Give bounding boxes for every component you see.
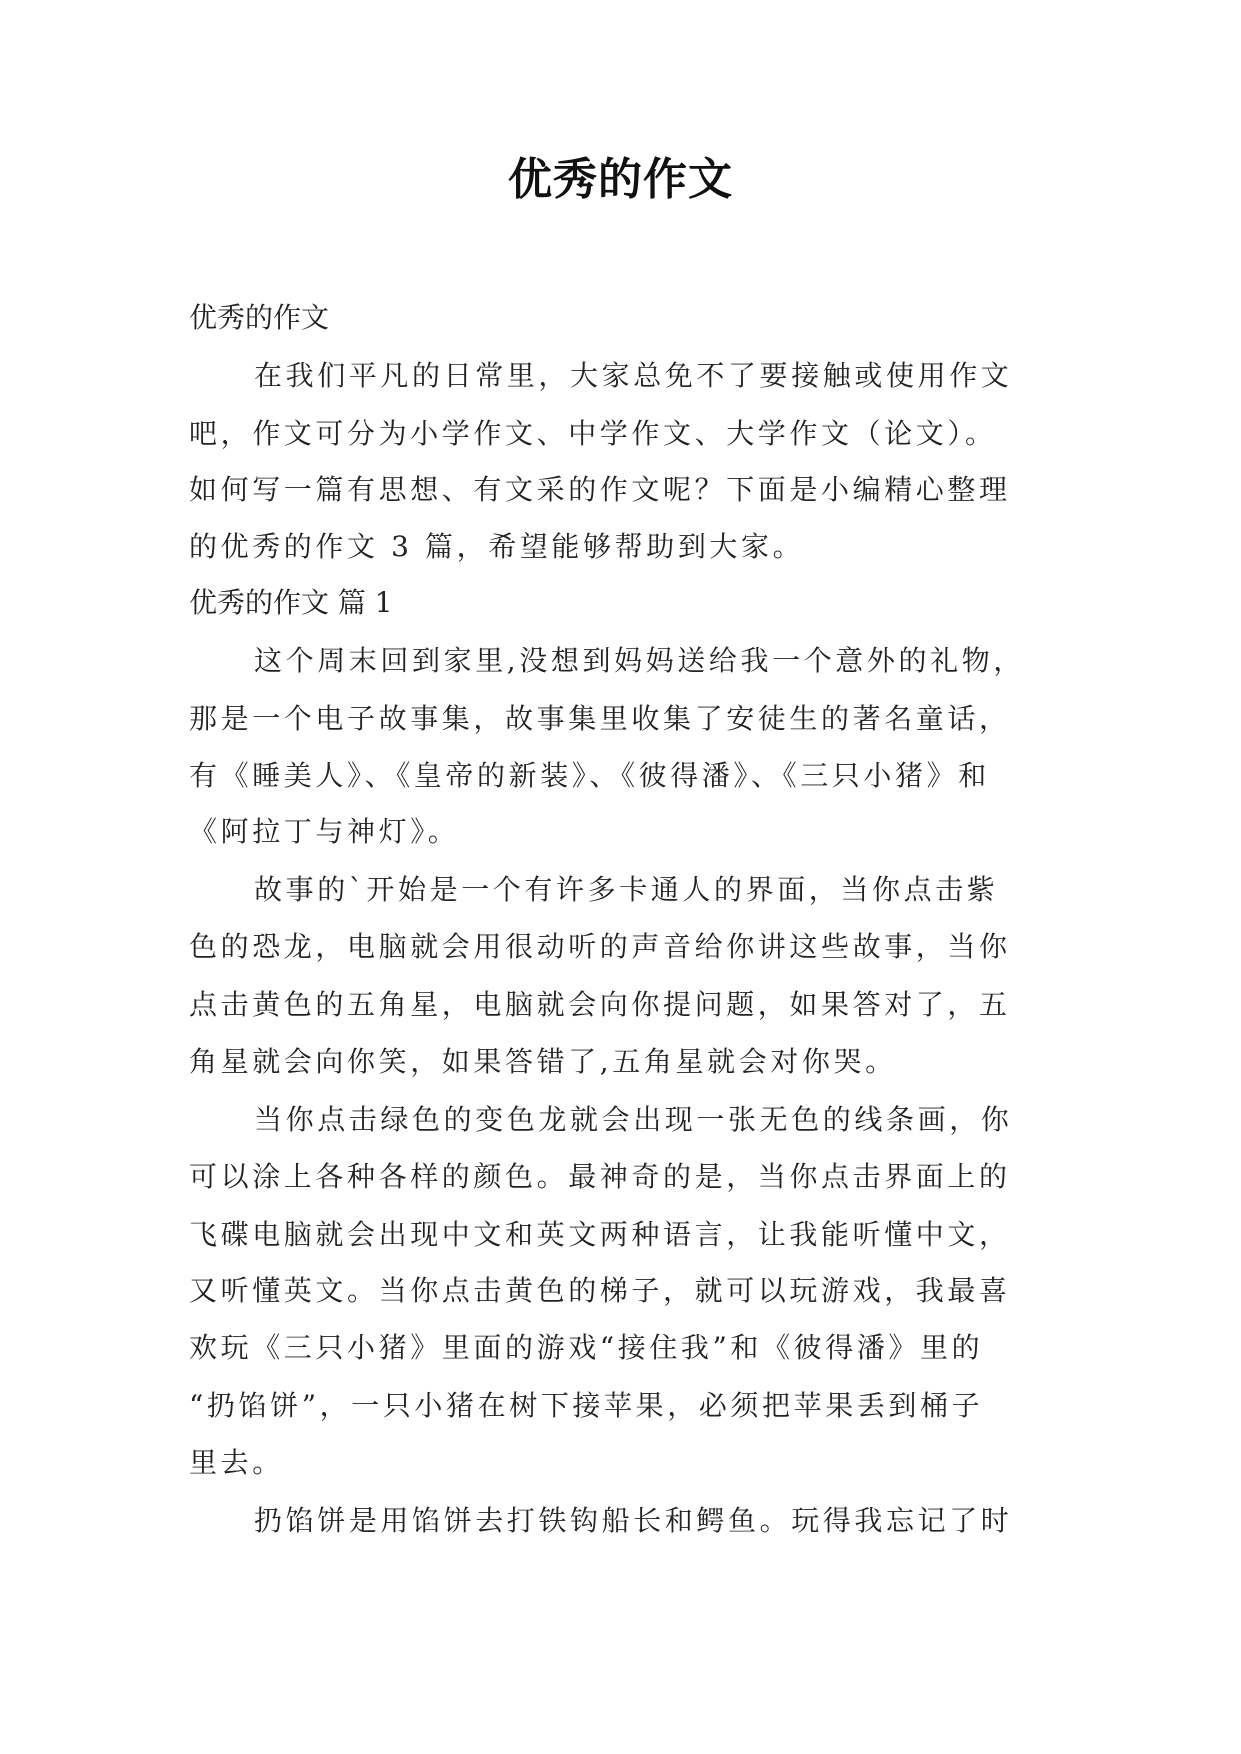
text-line: 《阿拉丁与神灯》。 <box>189 815 460 848</box>
text-line: 扔馅饼是用馅饼去打铁钩船长和鳄鱼。玩得我忘记了时 <box>254 1504 1013 1537</box>
text-line: 这个周末回到家里,没想到妈妈送给我一个意外的礼物， <box>254 644 1025 677</box>
text-line: 在我们平凡的日常里，大家总免不了要接触或使用作文 <box>254 359 1013 392</box>
text-line: 飞碟电脑就会出现中文和英文两种语言，让我能听懂中文， <box>189 1218 1011 1251</box>
text-line: “扔馅饼”，一只小猪在树下接苹果，必须把苹果丢到桶子 <box>189 1389 984 1422</box>
document-subtitle: 优秀的作文 <box>189 301 330 334</box>
text-line: 里去。 <box>189 1446 284 1479</box>
text-line: 故事的`开始是一个有许多卡通人的界面，当你点击紫 <box>254 873 999 906</box>
text-line: 欢玩《三只小猪》里面的游戏“接住我”和《彼得潘》里的 <box>189 1331 984 1364</box>
text-line: 有《睡美人》、《皇帝的新装》、《彼得潘》、《三只小猪》和 <box>189 759 990 792</box>
text-line: 又听懂英文。当你点击黄色的梯子，就可以玩游戏，我最喜 <box>189 1274 1011 1307</box>
text-line: 那是一个电子故事集，故事集里收集了安徒生的著名童话， <box>189 702 1011 735</box>
section-heading: 优秀的作文 篇 1 <box>189 586 393 619</box>
text-line: 的优秀的作文 3 篇，希望能够帮助到大家。 <box>189 530 805 563</box>
text-line: 色的恐龙，电脑就会用很动听的声音给你讲这些故事，当你 <box>189 930 1011 963</box>
text-line: 如何写一篇有思想、有文采的作文呢？下面是小编精心整理 <box>189 473 1011 506</box>
document-title: 优秀的作文 <box>508 154 733 205</box>
text-line: 角星就会向你笑，如果答错了,五角星就会对你哭。 <box>189 1045 897 1078</box>
text-line: 吧，作文可分为小学作文、中学作文、大学作文（论文）。 <box>189 417 997 450</box>
text-line: 可以涂上各种各样的颜色。最神奇的是，当你点击界面上的 <box>189 1160 1011 1193</box>
text-line: 点击黄色的五角星，电脑就会向你提问题，如果答对了，五 <box>189 988 1011 1021</box>
text-line: 当你点击绿色的变色龙就会出现一张无色的线条画，你 <box>254 1103 1013 1136</box>
